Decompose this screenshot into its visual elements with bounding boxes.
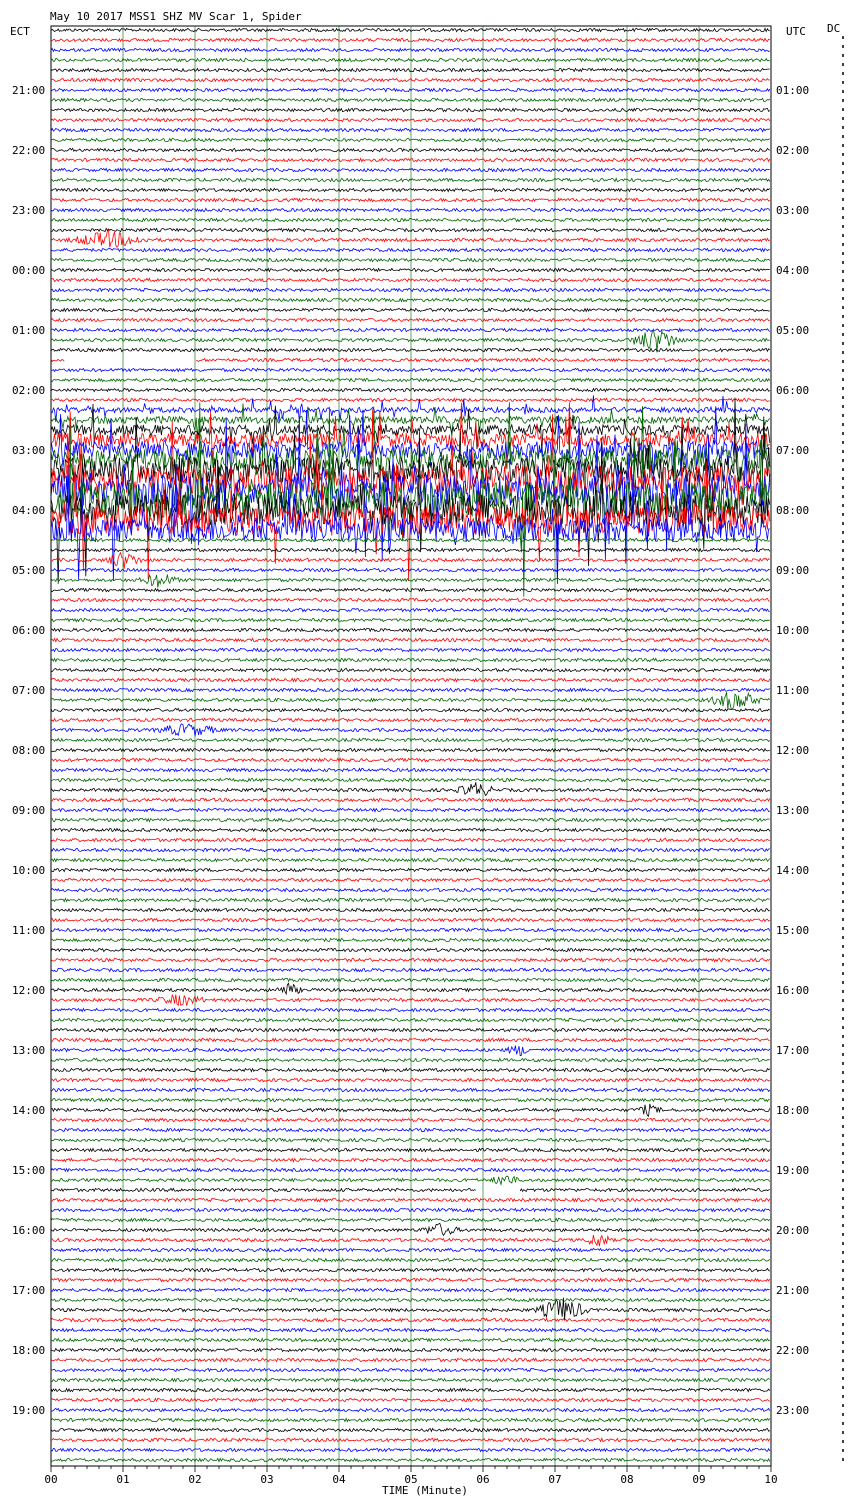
right-hour-label: 02:00 xyxy=(776,144,810,157)
left-hour-label: 03:00 xyxy=(12,444,46,457)
x-tick-label: 03 xyxy=(260,1473,274,1486)
right-hour-label: 23:00 xyxy=(776,1404,810,1417)
x-tick-label: 07 xyxy=(548,1473,562,1486)
right-hour-label: 04:00 xyxy=(776,264,810,277)
right-hour-label: 05:00 xyxy=(776,324,810,337)
right-hour-label: 09:00 xyxy=(776,564,810,577)
right-hour-label: 18:00 xyxy=(776,1104,810,1117)
right-hour-label: 12:00 xyxy=(776,744,810,757)
left-hour-label: 19:00 xyxy=(12,1404,46,1417)
chart-title: May 10 2017 MSS1 SHZ MV Scar 1, Spider xyxy=(50,10,302,23)
left-hour-label: 14:00 xyxy=(12,1104,46,1117)
x-axis-label: TIME (Minute) xyxy=(381,1484,469,1497)
right-hour-label: 16:00 xyxy=(776,984,810,997)
left-hour-label: 11:00 xyxy=(12,924,46,937)
right-hour-label: 17:00 xyxy=(776,1044,810,1057)
left-hour-label: 09:00 xyxy=(12,804,46,817)
right-hour-label: 21:00 xyxy=(776,1284,810,1297)
x-tick-label: 10 xyxy=(764,1473,778,1486)
x-tick-label: 00 xyxy=(44,1473,58,1486)
left-hour-label: 10:00 xyxy=(12,864,46,877)
x-tick-label: 08 xyxy=(620,1473,634,1486)
left-hour-label: 21:00 xyxy=(12,84,46,97)
right-hour-label: 13:00 xyxy=(776,804,810,817)
right-hour-label: 20:00 xyxy=(776,1224,810,1237)
left-hour-label: 08:00 xyxy=(12,744,46,757)
left-hour-label: 02:00 xyxy=(12,384,46,397)
right-hour-label: 11:00 xyxy=(776,684,810,697)
x-tick-label: 06 xyxy=(476,1473,490,1486)
left-hour-label: 01:00 xyxy=(12,324,46,337)
left-hour-label: 23:00 xyxy=(12,204,46,217)
left-hour-label: 07:00 xyxy=(12,684,46,697)
left-hour-label: 15:00 xyxy=(12,1164,46,1177)
right-hour-label: 03:00 xyxy=(776,204,810,217)
x-tick-label: 01 xyxy=(116,1473,130,1486)
right-hour-label: 22:00 xyxy=(776,1344,810,1357)
left-hour-label: 04:00 xyxy=(12,504,46,517)
x-tick-label: 09 xyxy=(692,1473,706,1486)
left-timezone-label: ECT xyxy=(10,25,30,38)
right-hour-label: 01:00 xyxy=(776,84,810,97)
right-hour-label: 15:00 xyxy=(776,924,810,937)
x-tick-label: 02 xyxy=(188,1473,202,1486)
left-hour-label: 05:00 xyxy=(12,564,46,577)
right-hour-label: 10:00 xyxy=(776,624,810,637)
left-hour-label: 13:00 xyxy=(12,1044,46,1057)
left-hour-label: 12:00 xyxy=(12,984,46,997)
left-hour-label: 22:00 xyxy=(12,144,46,157)
left-hour-label: 18:00 xyxy=(12,1344,46,1357)
right-timezone-label: UTC xyxy=(786,25,806,38)
dc-label: DC xyxy=(827,22,841,35)
left-hour-label: 00:00 xyxy=(12,264,46,277)
left-hour-label: 16:00 xyxy=(12,1224,46,1237)
x-tick-label: 04 xyxy=(332,1473,346,1486)
left-hour-label: 17:00 xyxy=(12,1284,46,1297)
right-hour-label: 08:00 xyxy=(776,504,810,517)
right-hour-label: 19:00 xyxy=(776,1164,810,1177)
right-hour-label: 07:00 xyxy=(776,444,810,457)
x-tick-label: 05 xyxy=(404,1473,418,1486)
right-hour-label: 06:00 xyxy=(776,384,810,397)
left-hour-label: 06:00 xyxy=(12,624,46,637)
right-hour-label: 14:00 xyxy=(776,864,810,877)
